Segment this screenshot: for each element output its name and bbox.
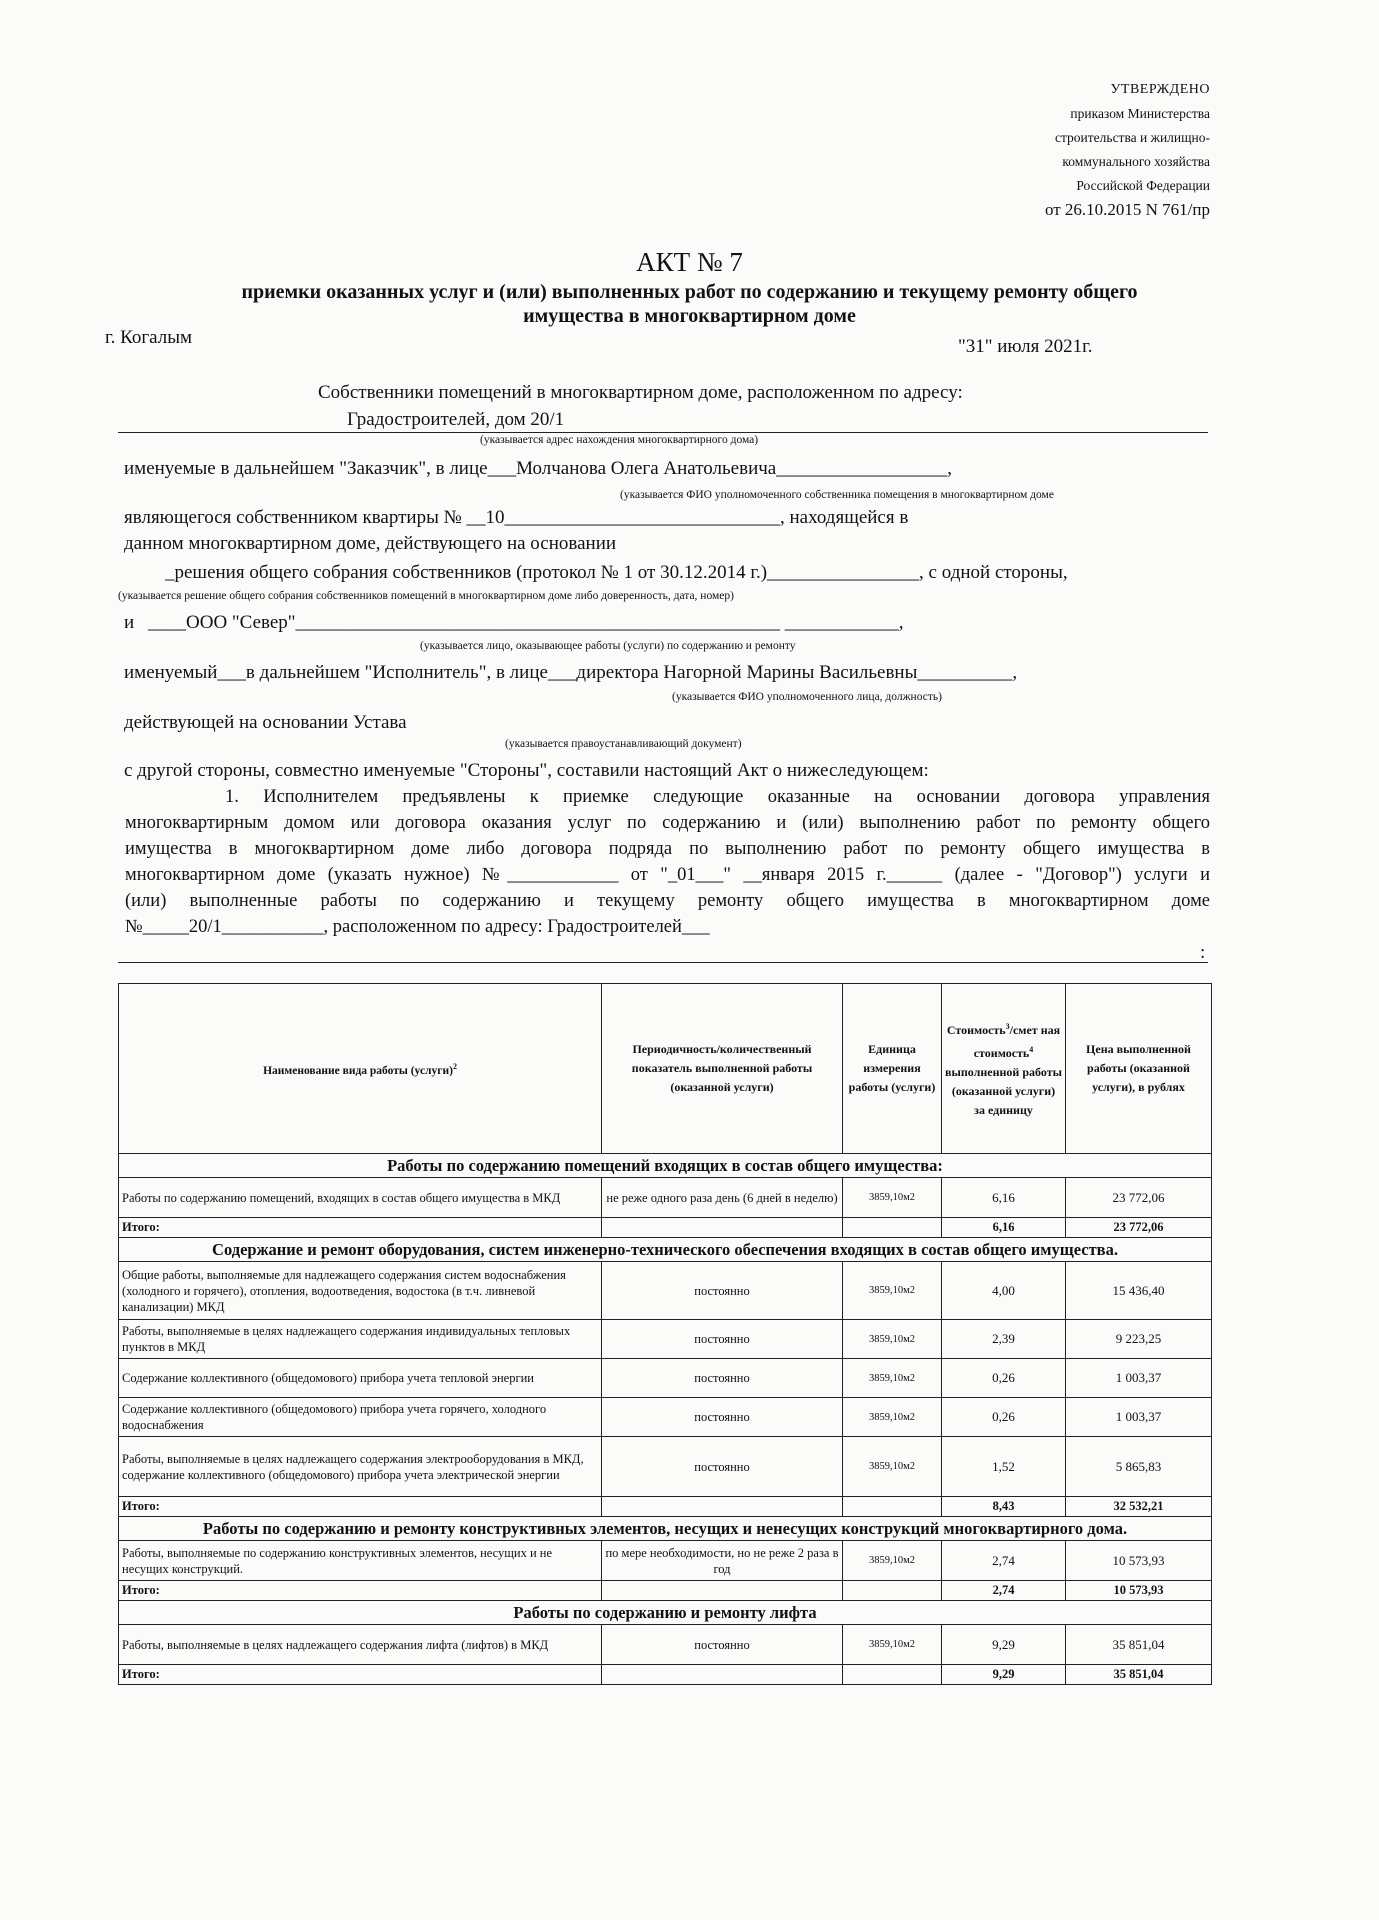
- table-row: [119, 1625, 1212, 1665]
- cell-cost: 9,29: [942, 1625, 1066, 1665]
- total-price: 35 851,04: [1066, 1665, 1212, 1685]
- cell-price: 9 223,25: [1066, 1320, 1212, 1359]
- table-row: [119, 1178, 1212, 1218]
- cell-price: 15 436,40: [1066, 1262, 1212, 1320]
- total-row: [119, 1581, 1212, 1601]
- clause-end-colon: :: [1200, 942, 1206, 963]
- cell-unit: 3859,10м2: [843, 1178, 942, 1218]
- clause-line: №_____20/1___________, расположенном по адресу: Градостроителей___: [125, 917, 710, 937]
- section-title: Работы по содержанию и ремонту конструктивных элементов, несущих и ненесущих конструкций многоквартирного дома.: [119, 1517, 1212, 1541]
- approval-line: от 26.10.2015 N 761/пр: [1044, 200, 1210, 219]
- total-cost: 6,16: [942, 1218, 1066, 1238]
- cell-price: 1 003,37: [1066, 1359, 1212, 1398]
- total-price: 23 772,06: [1066, 1218, 1212, 1238]
- cell-unit: 3859,10м2: [843, 1359, 942, 1398]
- cell-unit: 3859,10м2: [843, 1437, 942, 1497]
- table-row: [119, 1262, 1212, 1320]
- cell-period: постоянно: [602, 1437, 843, 1497]
- cell-name: Работы, выполняемые в целях надлежащего содержания электрооборудования в МКД, содержание коллективного (общедомового) прибора учета электрической энергии: [119, 1437, 602, 1497]
- document-subtitle: [0, 280, 1379, 328]
- section-row: [119, 1601, 1212, 1625]
- cell-unit: 3859,10м2: [843, 1398, 942, 1437]
- owners-intro: Собственники помещений в многоквартирном доме, расположенном по адресу:: [318, 382, 963, 403]
- table-row: [119, 1320, 1212, 1359]
- total-row: [119, 1497, 1212, 1517]
- clause-underline: [118, 962, 1208, 963]
- cell-unit: 3859,10м2: [843, 1320, 942, 1359]
- cell-price: 1 003,37: [1066, 1398, 1212, 1437]
- total-price: 32 532,21: [1066, 1497, 1212, 1517]
- table-row: [119, 1541, 1212, 1581]
- total-row: [119, 1218, 1212, 1238]
- cell-unit: 3859,10м2: [843, 1262, 942, 1320]
- total-cost: 2,74: [942, 1581, 1066, 1601]
- cell-cost: 1,52: [942, 1437, 1066, 1497]
- approval-line: УТВЕРЖДЕНО: [1110, 82, 1210, 97]
- section-row: [119, 1154, 1212, 1178]
- charter-basis: действующей на основании Устава: [124, 712, 407, 733]
- house-basis: данном многоквартирном доме, действующего на основании: [124, 533, 617, 554]
- cell-period: по мере необходимости, но не реже 2 раза в год: [602, 1541, 843, 1581]
- approval-line: строительства и жилищно-: [1055, 130, 1210, 145]
- table-header-row: [119, 984, 1212, 1154]
- total-row: [119, 1665, 1212, 1685]
- section-row: [119, 1517, 1212, 1541]
- table-row: [119, 1398, 1212, 1437]
- cell-cost: 2,74: [942, 1541, 1066, 1581]
- cell-period: не реже одного раза день (6 дней в неделю): [602, 1178, 843, 1218]
- executor-line: именуемый___в дальнейшем "Исполнитель", в лице___директора Нагорной Марины Васильевны__________,: [124, 662, 1018, 683]
- header-price: Цена выполненной работы (оказанной услуги), в рублях: [1066, 984, 1212, 1154]
- approval-stamp: [950, 78, 1210, 222]
- clause-line: многоквартирным домом или договора оказания услуг по содержанию и (или) выполнению работ по ремонту общего: [125, 813, 1210, 833]
- address-note: (указывается адрес нахождения многоквартирного дома): [480, 434, 759, 446]
- cell-price: 23 772,06: [1066, 1178, 1212, 1218]
- total-label: Итого:: [119, 1665, 602, 1685]
- header-unit: Единица измерения работы (услуги): [843, 984, 942, 1154]
- cell-period: постоянно: [602, 1262, 843, 1320]
- cell-name: Содержание коллективного (общедомового) прибора учета тепловой энергии: [119, 1359, 602, 1398]
- cell-name: Работы, выполняемые в целях надлежащего содержания индивидуальных тепловых пунктов в МКД: [119, 1320, 602, 1359]
- cell-period: постоянно: [602, 1398, 843, 1437]
- subtitle-line: приемки оказанных услуг и (или) выполненных работ по содержанию и текущему ремонту общего: [241, 281, 1138, 303]
- header-work-name: Наименование вида работы (услуги)$^2$: [119, 984, 602, 1154]
- cell-cost: 4,00: [942, 1262, 1066, 1320]
- subtitle-line: имущества в многоквартирном доме: [523, 305, 856, 327]
- cell-name: Работы, выполняемые по содержанию конструктивных элементов, несущих и не несущих конструкций.: [119, 1541, 602, 1581]
- header-unit-cost: Стоимость$^3$/смет ная стоимость$^4$ выполненной работы (оказанной услуги) за единицу: [942, 984, 1066, 1154]
- contractor-prefix: и: [124, 612, 135, 633]
- cell-name: Общие работы, выполняемые для надлежащего содержания систем водоснабжения (холодного и горячего), отопления, водоотведения, водостока (в т.ч. ливневой канализации) МКД: [119, 1262, 602, 1320]
- cell-name: Работы, выполняемые в целях надлежащего содержания лифта (лифтов) в МКД: [119, 1625, 602, 1665]
- section-title: Работы по содержанию и ремонту лифта: [119, 1601, 1212, 1625]
- cell-cost: 0,26: [942, 1398, 1066, 1437]
- table-row: [119, 1359, 1212, 1398]
- cell-name: Содержание коллективного (общедомового) прибора учета горячего, холодного водоснабжения: [119, 1398, 602, 1437]
- cell-cost: 6,16: [942, 1178, 1066, 1218]
- cell-period: постоянно: [602, 1359, 843, 1398]
- address-underline: [118, 432, 1208, 433]
- section-row: [119, 1238, 1212, 1262]
- table-row: [119, 1437, 1212, 1497]
- document-title: АКТ № 7: [636, 247, 743, 277]
- owner-apartment: являющегося собственником квартиры № __10_____________________________, находящейся в: [124, 507, 909, 528]
- cell-period: постоянно: [602, 1625, 843, 1665]
- approval-line: Российской Федерации: [1076, 178, 1210, 193]
- clause-line: 1. Исполнителем предъявлены к приемке следующие оказанные на основании договора управления: [225, 787, 1210, 807]
- charter-note: (указывается правоустанавливающий документ): [505, 738, 742, 750]
- city: г. Когалым: [105, 327, 193, 348]
- clause-line: имущества в многоквартирном доме либо договора подряда по выполнению работ по ремонту общего имущества в: [125, 839, 1210, 859]
- other-side: с другой стороны, совместно именуемые "Стороны", составили настоящий Акт о нижеследующем:: [124, 760, 929, 781]
- contractor-note: (указывается лицо, оказывающее работы (услуги) по содержанию и ремонту: [420, 640, 796, 652]
- executor-note: (указывается ФИО уполномоченного лица, должность): [672, 691, 942, 703]
- cell-cost: 2,39: [942, 1320, 1066, 1359]
- cell-unit: 3859,10м2: [843, 1625, 942, 1665]
- header-periodicity: Периодичность/количественный показатель выполненной работы (оказанной услуги): [602, 984, 843, 1154]
- cell-price: 10 573,93: [1066, 1541, 1212, 1581]
- total-cost: 8,43: [942, 1497, 1066, 1517]
- customer-note: (указывается ФИО уполномоченного собственника помещения в многоквартирном доме: [620, 489, 1054, 501]
- works-table: [118, 983, 1212, 1685]
- cell-unit: 3859,10м2: [843, 1541, 942, 1581]
- customer-line: именуемые в дальнейшем "Заказчик", в лице___Молчанова Олега Анатольевича__________________,: [124, 458, 952, 479]
- decision-note: (указывается решение общего собрания собственников помещений в многоквартирном доме либо доверенность, дата, номер): [118, 590, 734, 602]
- section-title: Работы по содержанию помещений входящих в состав общего имущества:: [119, 1154, 1212, 1178]
- cell-period: постоянно: [602, 1320, 843, 1359]
- cell-cost: 0,26: [942, 1359, 1066, 1398]
- section-title: Содержание и ремонт оборудования, систем инженерно-технического обеспечения входящих в состав общего имущества.: [119, 1238, 1212, 1262]
- house-address: Градостроителей, дом 20/1: [347, 409, 565, 430]
- cell-price: 35 851,04: [1066, 1625, 1212, 1665]
- clause-line: (или) выполненные работы по содержанию и текущему ремонту общего имущества в многоквартирном доме: [125, 891, 1210, 911]
- total-label: Итого:: [119, 1497, 602, 1517]
- cell-name: Работы по содержанию помещений, входящих в состав общего имущества в МКД: [119, 1178, 602, 1218]
- decision: _решения общего собрания собственников (протокол № 1 от 30.12.2014 г.)________________, с одной стороны,: [165, 562, 1068, 583]
- approval-line: коммунального хозяйства: [1062, 154, 1210, 169]
- clause-1: [125, 784, 1210, 940]
- approval-line: приказом Министерства: [1070, 106, 1210, 121]
- total-label: Итого:: [119, 1218, 602, 1238]
- clause-line: многоквартирном доме (указать нужное) №____________ от "_01___" __января 2015 г.______ (далее - "Договор") услуги и: [125, 865, 1210, 885]
- document-date: "31" июля 2021г.: [958, 336, 1093, 357]
- total-price: 10 573,93: [1066, 1581, 1212, 1601]
- cell-price: 5 865,83: [1066, 1437, 1212, 1497]
- total-cost: 9,29: [942, 1665, 1066, 1685]
- total-label: Итого:: [119, 1581, 602, 1601]
- contractor-name: ____ООО "Север"___________________________________________________ ____________,: [148, 612, 904, 633]
